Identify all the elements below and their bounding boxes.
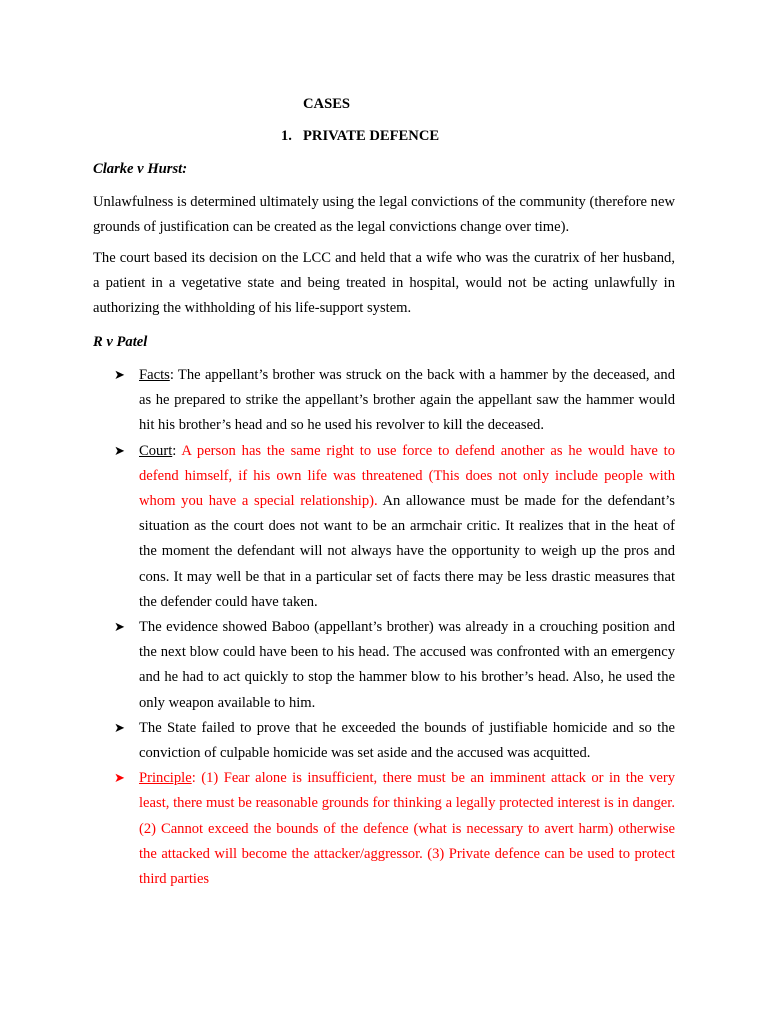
list-item-facts <box>112 363 675 439</box>
principle-text: : (1) Fear alone is insufficient, there must be an imminent attack or in the very least, there must be reasonable grounds for thinking a legally protected interest is in danger. (2) Cannot exceed the bounds of the defence (what is necessary to avert harm) otherwise the attacked will become the attacker/aggressor. (3) Private defence can be used to protect third parties <box>139 770 675 888</box>
court-colon: : <box>172 442 182 459</box>
principle-label: Principle <box>139 770 192 787</box>
evidence-text: The evidence showed Baboo (appellant’s brother) was already in a crouching position and the next blow could have been to his head. The accused was confronted with an emergency and he had to act quickly to stop the hammer blow to his brother’s head. Also, he used the only weapon available to him. <box>139 619 675 711</box>
arrowhead-bullet-icon: ➤ <box>114 620 125 636</box>
list-item-evidence <box>112 615 675 716</box>
state-text: The State failed to prove that he exceeded the bounds of justifiable homicide and so the conviction of culpable homicide was set aside and the accused was acquitted. <box>139 719 675 762</box>
paragraph-court-decision: The court based its decision on the LCC and held that a wife who was the curatrix of her husband, a patient in a vegetative state and being treated in hospital, would not be acting unlawfully in authorizing the withholding of his life-support system. <box>93 250 675 316</box>
section-number: 1. <box>281 128 292 144</box>
bullet-list <box>112 363 675 892</box>
section-heading <box>281 126 439 146</box>
court-highlight-text: A person has the same right to use force to defend another as he would have to defend himself, if his own life was threatened (This does not only include people with whom you have a special relationship). <box>139 442 675 510</box>
page-title: CASES <box>303 96 351 112</box>
case-name-clarke: Clarke v Hurst: <box>93 161 188 177</box>
paragraph-unlawfulness: Unlawfulness is determined ultimately using the legal convictions of the community (therefore new grounds of justification can be created as the legal convictions change over time). <box>93 194 675 235</box>
case-name-patel: R v Patel <box>93 334 148 350</box>
court-text: An allowance must be made for the defendant’s situation as the court does not want to be an armchair critic. It realizes that in the heat of the moment the defendant will not always have the opportunity to weigh up the pros and cons. It may well be that in a particular set of facts there may be less drastic measures that the defender could have taken. <box>139 493 675 610</box>
court-label: Court <box>139 442 173 459</box>
list-item-court <box>112 439 675 615</box>
list-item-principle <box>112 766 675 892</box>
arrowhead-bullet-icon: ➤ <box>114 443 125 459</box>
arrowhead-bullet-icon: ➤ <box>114 771 125 787</box>
section-title: PRIVATE DEFENCE <box>303 128 440 144</box>
arrowhead-bullet-icon: ➤ <box>114 368 125 383</box>
list-item-state <box>112 716 675 766</box>
facts-text: : The appellant’s brother was struck on the back with a hammer by the deceased, and as he prepared to strike the appellant’s brother again the appellant saw the hammer would hit his brother’s head and so he used his revolver to kill the deceased. <box>139 367 675 434</box>
facts-label: Facts <box>139 367 170 383</box>
arrowhead-bullet-icon: ➤ <box>114 720 125 736</box>
